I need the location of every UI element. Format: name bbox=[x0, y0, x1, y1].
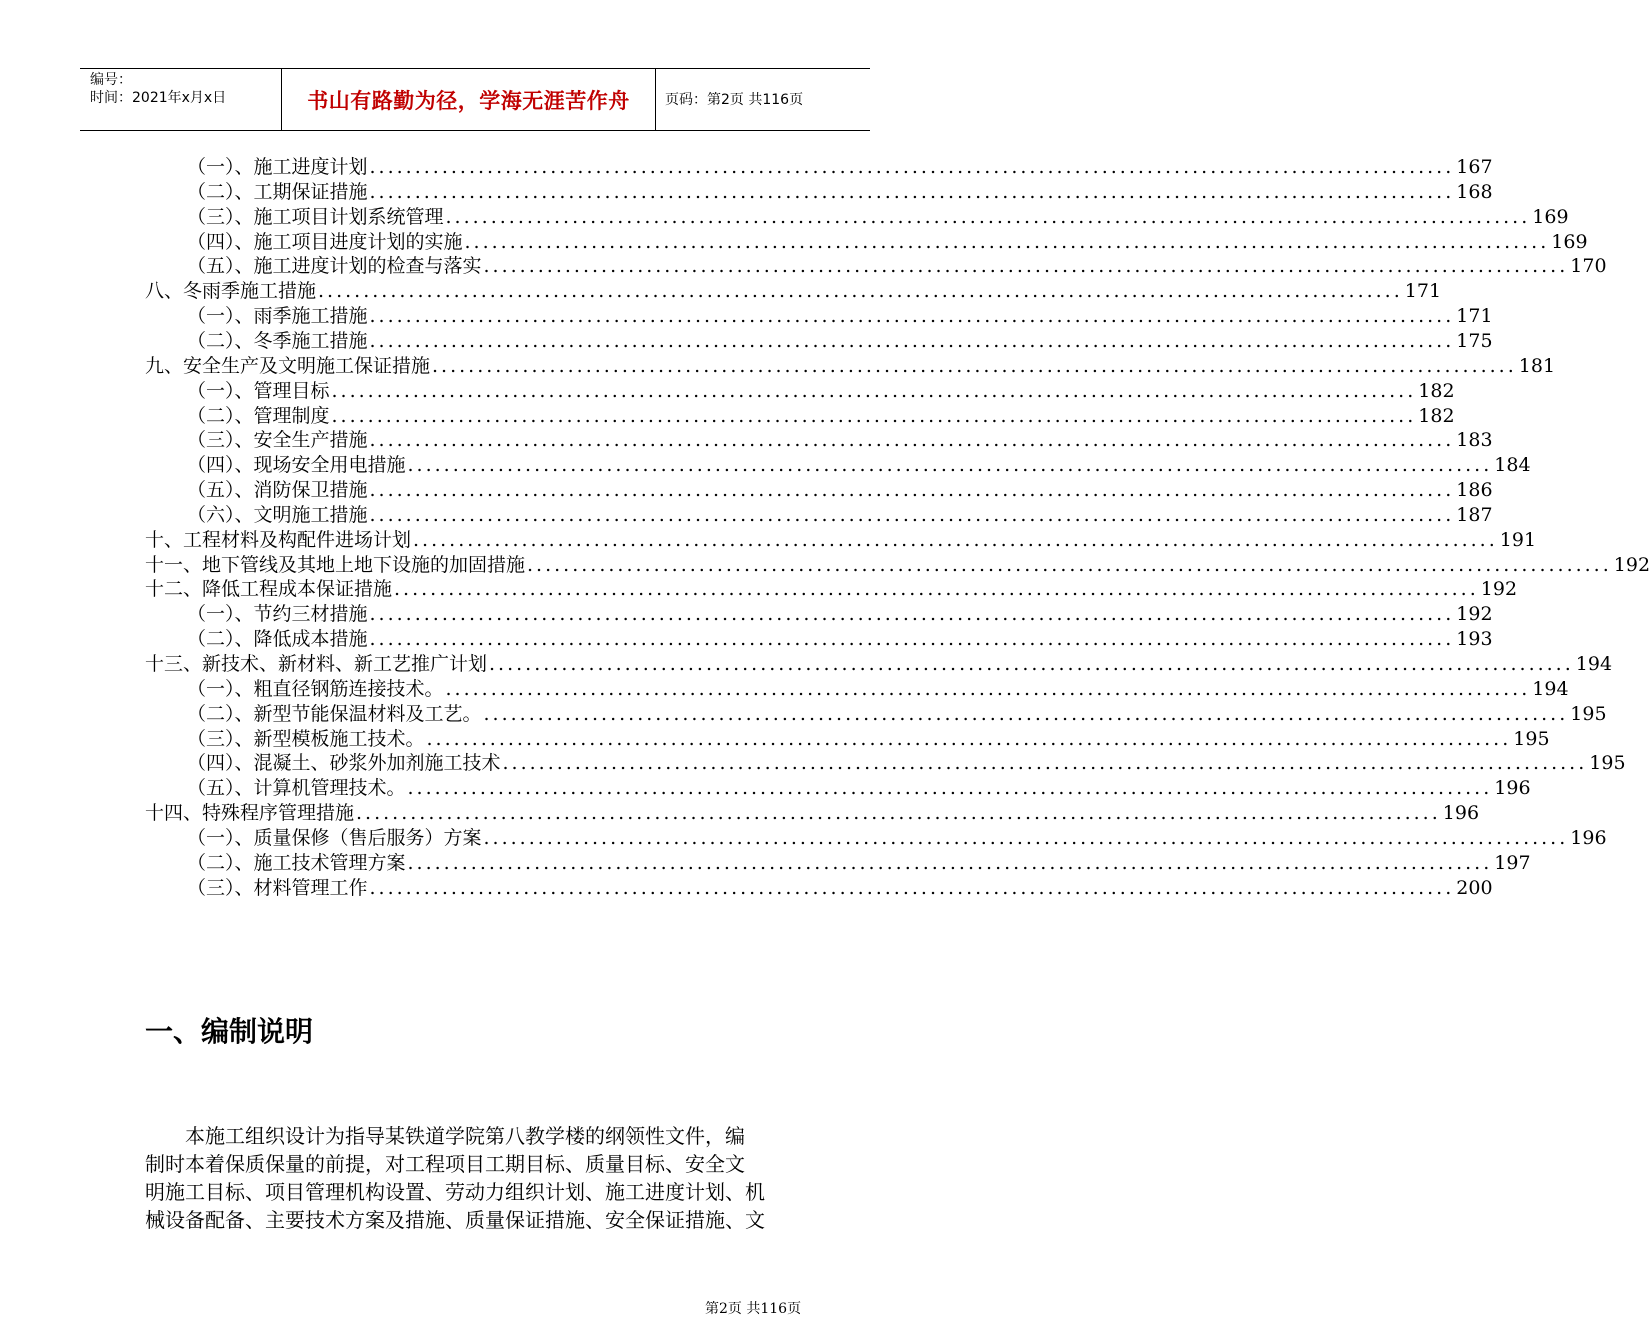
toc-leader-dots: ........................................................................................................................ bbox=[445, 677, 1531, 700]
toc-entry-page: 167 bbox=[1456, 156, 1493, 178]
toc-leader-dots: ........................................................................................................................ bbox=[369, 180, 1455, 203]
toc-entry-page: 171 bbox=[1404, 280, 1442, 303]
toc-entry-title: （三）、施工项目计划系统管理 bbox=[187, 205, 444, 228]
toc-entry[interactable] bbox=[187, 602, 1493, 627]
toc-leader-dots: ........................................................................................................................ bbox=[407, 454, 1493, 477]
toc-entry-page: 196 bbox=[1570, 826, 1607, 849]
toc-leader-dots: ........................................................................................................................ bbox=[369, 329, 1455, 352]
toc-entry-title: 十一、地下管线及其地上地下设施的加固措施 bbox=[145, 553, 526, 576]
toc-entry-page: 197 bbox=[1494, 851, 1531, 874]
toc-entry-page: 168 bbox=[1456, 180, 1493, 203]
toc-entry[interactable] bbox=[187, 826, 1607, 851]
toc-entry[interactable] bbox=[145, 553, 1650, 578]
toc-entry-title: 十三、新技术、新材料、新工艺推广计划 bbox=[145, 653, 488, 675]
toc-entry-page: 181 bbox=[1518, 354, 1556, 377]
toc-leader-dots: ........................................................................................................................ bbox=[407, 851, 1493, 874]
toc-entry-page: 175 bbox=[1456, 329, 1493, 352]
toc-entry[interactable] bbox=[145, 354, 1556, 379]
toc-entry-page: 183 bbox=[1456, 429, 1493, 452]
toc-leader-dots: ........................................................................................................................ bbox=[483, 826, 1569, 849]
toc-entry-title: （二）、管理制度 bbox=[187, 404, 330, 427]
toc-entry-title: （一）、质量保修（售后服务）方案 bbox=[187, 826, 482, 849]
toc-entry-page: 187 bbox=[1456, 503, 1493, 526]
toc-entry-page: 170 bbox=[1570, 255, 1607, 278]
toc-entry[interactable] bbox=[145, 801, 1480, 826]
toc-entry[interactable] bbox=[187, 677, 1569, 702]
toc-leader-dots: ........................................................................................................................ bbox=[369, 429, 1455, 452]
toc-leader-dots: ........................................................................................................................ bbox=[369, 503, 1455, 526]
toc-leader-dots: ........................................................................................................................ bbox=[369, 628, 1455, 651]
toc-leader-dots: ........................................................................................................................ bbox=[331, 404, 1417, 427]
toc-entry[interactable] bbox=[145, 577, 1518, 602]
toc-entry-title: （二）、工期保证措施 bbox=[187, 180, 368, 203]
toc-entry-page: 192 bbox=[1480, 578, 1518, 601]
toc-entry-title: （四）、现场安全用电措施 bbox=[187, 454, 406, 477]
toc-leader-dots: ........................................................................................................................ bbox=[318, 280, 1403, 303]
toc-entry-page: 186 bbox=[1456, 479, 1493, 502]
toc-entry-page: 182 bbox=[1418, 404, 1455, 427]
toc-entry-page: 193 bbox=[1456, 628, 1493, 651]
toc-entry[interactable] bbox=[187, 876, 1493, 901]
toc-entry-title: （五）、消防保卫措施 bbox=[187, 479, 368, 502]
toc-entry[interactable] bbox=[187, 404, 1455, 429]
toc-leader-dots: ........................................................................................................................ bbox=[369, 603, 1455, 626]
document-time-label: 时间：2021年x月x日 bbox=[90, 90, 227, 106]
toc-entry-page: 195 bbox=[1513, 727, 1550, 750]
toc-entry-title: 八、冬雨季施工措施 bbox=[145, 280, 317, 303]
toc-leader-dots: ........................................................................................................................ bbox=[483, 702, 1569, 725]
toc-entry[interactable] bbox=[187, 727, 1550, 752]
toc-leader-dots: ........................................................................................................................ bbox=[369, 305, 1455, 328]
toc-leader-dots: ........................................................................................................................ bbox=[413, 528, 1498, 551]
toc-entry[interactable] bbox=[187, 205, 1569, 230]
toc-leader-dots: ........................................................................................................................ bbox=[356, 802, 1441, 825]
toc-leader-dots: ........................................................................................................................ bbox=[331, 379, 1417, 402]
toc-entry-title: （三）、材料管理工作 bbox=[187, 876, 368, 899]
toc-entry-page: 169 bbox=[1551, 230, 1588, 253]
toc-entry[interactable] bbox=[187, 503, 1493, 528]
toc-entry-page: 182 bbox=[1418, 379, 1455, 402]
toc-entry-title: 十、工程材料及构配件进场计划 bbox=[145, 528, 412, 551]
toc-entry[interactable] bbox=[187, 180, 1493, 205]
toc-leader-dots: ........................................................................................................................ bbox=[483, 255, 1569, 278]
body-paragraph bbox=[145, 1122, 805, 1234]
toc-entry[interactable] bbox=[187, 230, 1588, 255]
toc-entry-page: 191 bbox=[1499, 528, 1537, 551]
toc-entry[interactable] bbox=[187, 776, 1531, 801]
toc-leader-dots: ........................................................................................................................ bbox=[502, 752, 1588, 775]
toc-entry-title: （二）、冬季施工措施 bbox=[187, 329, 368, 352]
toc-entry-title: （一）、雨季施工措施 bbox=[187, 305, 368, 328]
toc-entry-page: 200 bbox=[1456, 876, 1493, 899]
toc-entry-page: 196 bbox=[1494, 777, 1531, 800]
toc-entry-page: 171 bbox=[1456, 305, 1493, 328]
toc-leader-dots: ........................................................................................................................ bbox=[407, 777, 1493, 800]
toc-entry[interactable] bbox=[187, 155, 1493, 180]
toc-leader-dots: ........................................................................................................................ bbox=[369, 156, 1455, 178]
toc-leader-dots: ........................................................................................................................ bbox=[445, 205, 1531, 228]
toc-entry-title: （二）、新型节能保温材料及工艺。 bbox=[187, 702, 482, 725]
toc-entry-title: （五）、施工进度计划的检查与落实 bbox=[187, 255, 482, 278]
toc-entry-title: （五）、计算机管理技术。 bbox=[187, 777, 406, 800]
toc-entry[interactable] bbox=[187, 428, 1493, 453]
toc-entry-title: （一）、节约三材措施 bbox=[187, 603, 368, 626]
toc-entry-title: （三）、安全生产措施 bbox=[187, 429, 368, 452]
header-motto: 书山有路勤为径，学海无涯苦作舟 bbox=[307, 88, 630, 113]
header-page-label: 页码：第2页 共116页 bbox=[665, 91, 804, 108]
toc-entry-page: 195 bbox=[1570, 702, 1607, 725]
paragraph-line: 制时本着保质保量的前提，对工程项目工期目标、质量目标、安全文 bbox=[145, 1152, 745, 1176]
header-left-cell bbox=[80, 69, 281, 130]
toc-leader-dots: ........................................................................................................................ bbox=[464, 230, 1550, 253]
toc-entry-title: （四）、施工项目进度计划的实施 bbox=[187, 230, 463, 253]
toc-entry[interactable] bbox=[145, 652, 1613, 677]
toc-entry-page: 169 bbox=[1532, 205, 1569, 228]
toc-entry-title: （二）、施工技术管理方案 bbox=[187, 851, 406, 874]
toc-entry-page: 184 bbox=[1494, 454, 1531, 477]
toc-entry-page: 194 bbox=[1575, 653, 1613, 675]
section-heading: 一、编制说明 bbox=[145, 1015, 314, 1048]
document-number-label: 编号： bbox=[90, 72, 132, 88]
toc-entry[interactable] bbox=[187, 329, 1493, 354]
toc-entry-title: （一）、施工进度计划 bbox=[187, 156, 368, 178]
toc-leader-dots: ........................................................................................................................ bbox=[426, 727, 1512, 750]
header-motto-cell bbox=[281, 69, 656, 130]
toc-entry-title: （一）、管理目标 bbox=[187, 379, 330, 402]
toc-entry-title: （六）、文明施工措施 bbox=[187, 503, 368, 526]
toc-entry-title: （二）、降低成本措施 bbox=[187, 628, 368, 651]
toc-entry-page: 192 bbox=[1613, 553, 1650, 576]
toc-entry-page: 196 bbox=[1442, 802, 1480, 825]
toc-entry[interactable] bbox=[145, 528, 1537, 553]
toc-entry[interactable] bbox=[187, 304, 1493, 329]
header-right-cell bbox=[655, 69, 870, 130]
toc-leader-dots: ........................................................................................................................ bbox=[527, 553, 1612, 576]
toc-entry[interactable] bbox=[187, 478, 1493, 503]
toc-entry-title: 九、安全生产及文明施工保证措施 bbox=[145, 354, 431, 377]
toc-entry[interactable] bbox=[187, 751, 1626, 776]
toc-entry-title: 十四、特殊程序管理措施 bbox=[145, 802, 355, 825]
toc-entry-title: （一）、粗直径钢筋连接技术。 bbox=[187, 677, 444, 700]
toc-entry[interactable] bbox=[145, 279, 1442, 304]
toc-entry[interactable] bbox=[187, 254, 1607, 279]
page-footer: 第2页 共116页 bbox=[705, 1301, 802, 1317]
toc-entry[interactable] bbox=[187, 379, 1455, 404]
toc-entry[interactable] bbox=[187, 702, 1607, 727]
toc-entry-page: 195 bbox=[1589, 752, 1626, 775]
paragraph-line: 械设备配备、主要技术方案及措施、质量保证措施、安全保证措施、文 bbox=[145, 1208, 765, 1232]
toc-entry[interactable] bbox=[187, 453, 1531, 478]
toc-entry[interactable] bbox=[187, 627, 1493, 652]
paragraph-line: 本施工组织设计为指导某铁道学院第八教学楼的纲领性文件，编 bbox=[185, 1124, 745, 1148]
toc-leader-dots: ........................................................................................................................ bbox=[432, 354, 1517, 377]
paragraph-line: 明施工目标、项目管理机构设置、劳动力组织计划、施工进度计划、机 bbox=[145, 1180, 765, 1204]
toc-leader-dots: ........................................................................................................................ bbox=[394, 578, 1479, 601]
toc-entry-title: 十二、降低工程成本保证措施 bbox=[145, 578, 393, 601]
toc-leader-dots: ........................................................................................................................ bbox=[369, 479, 1455, 502]
toc-entry-page: 194 bbox=[1532, 677, 1569, 700]
toc-entry-page: 192 bbox=[1456, 603, 1493, 626]
page-header bbox=[80, 68, 870, 131]
toc-entry-title: （四）、混凝土、砂浆外加剂施工技术 bbox=[187, 752, 501, 775]
toc-entry[interactable] bbox=[187, 851, 1531, 876]
toc-leader-dots: ........................................................................................................................ bbox=[369, 876, 1455, 899]
toc-entry-title: （三）、新型模板施工技术。 bbox=[187, 727, 425, 750]
toc-leader-dots: ........................................................................................................................ bbox=[489, 653, 1574, 675]
